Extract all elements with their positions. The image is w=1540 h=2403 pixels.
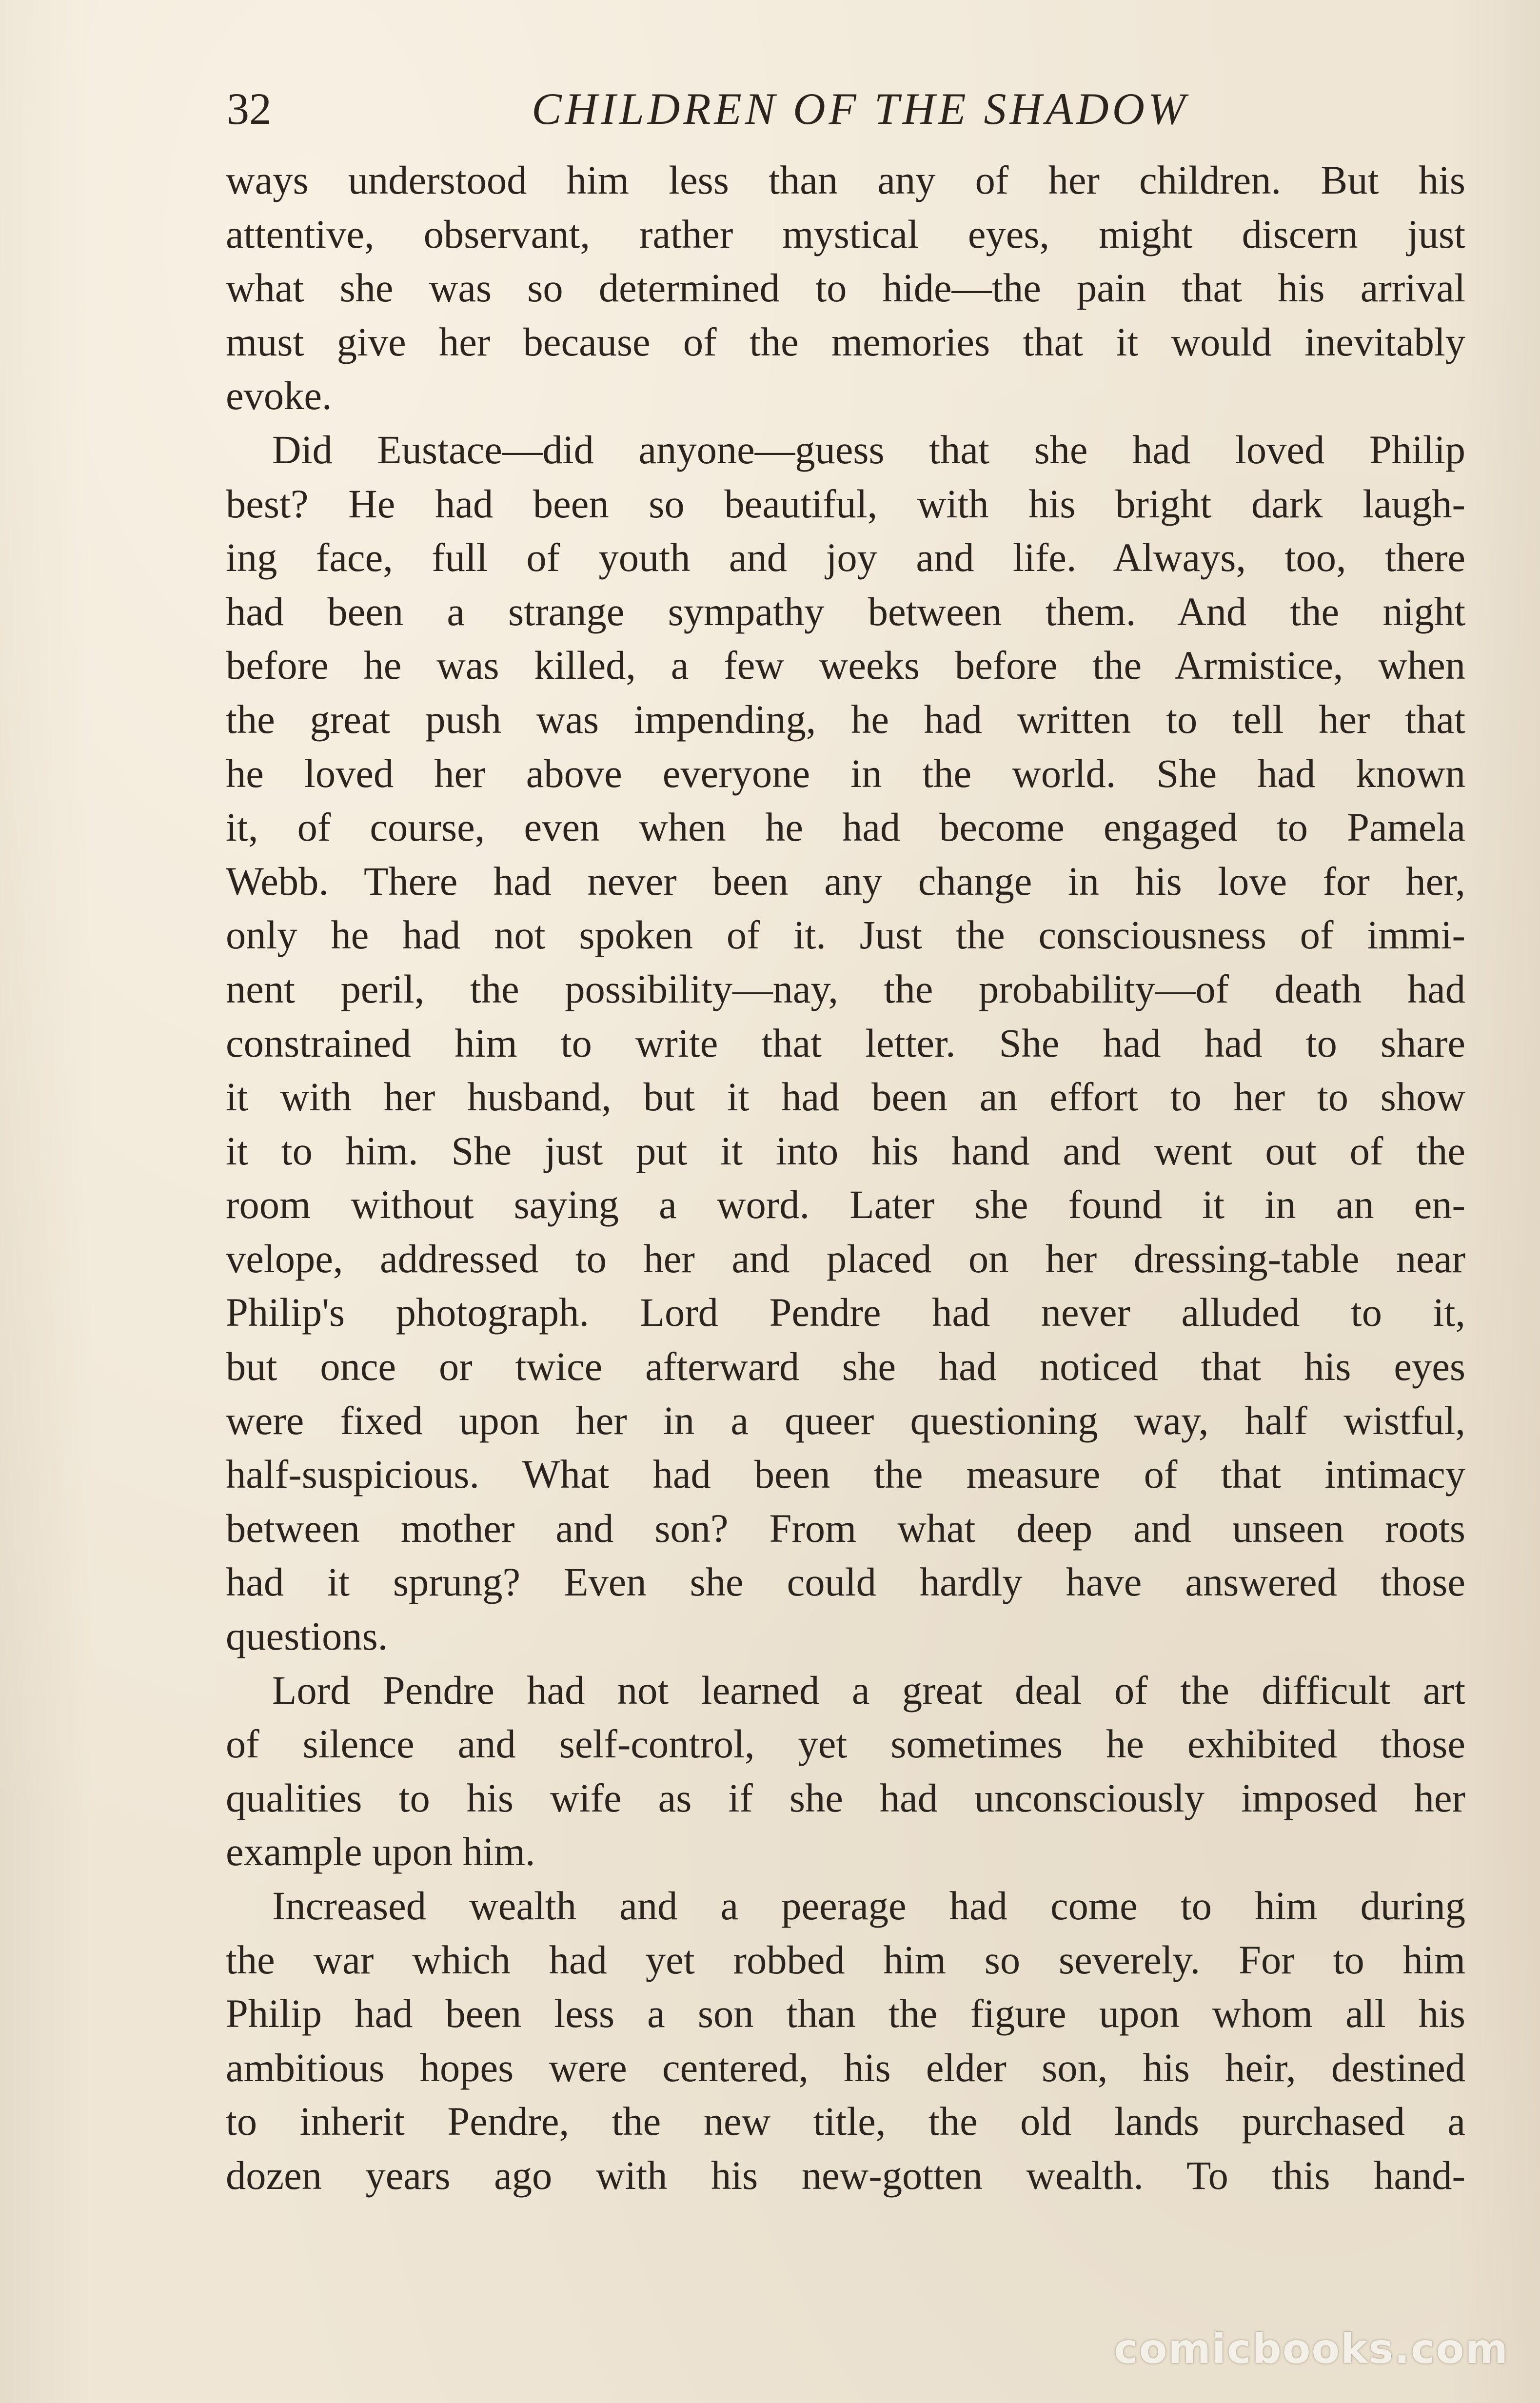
text-line: qualities to his wife as if she had unconsciously imposed her: [226, 1775, 1465, 1820]
running-title: CHILDREN OF THE SHADOW: [532, 84, 1189, 134]
text-line: what she was so determined to hide—the pain that his arrival: [226, 265, 1465, 311]
text-line: he loved her above everyone in the world. She had known: [226, 750, 1465, 796]
text-line: between mother and son? From what deep and unseen roots: [226, 1505, 1465, 1551]
text-line: questions.: [226, 1614, 388, 1659]
text-line: half-suspicious. What had been the measure of that intimacy: [226, 1452, 1465, 1497]
text-line: the great push was impending, he had written to tell her that: [226, 696, 1465, 742]
text-line: to inherit Pendre, the new title, the old lands purchased a: [226, 2099, 1465, 2144]
text-line: were fixed upon her in a queer questioning way, half wistful,: [226, 1398, 1465, 1443]
page-number: 32: [227, 84, 272, 134]
text-line: Lord Pendre had not learned a great deal of the difficult art: [272, 1667, 1465, 1713]
text-line: Increased wealth and a peerage had come to him during: [272, 1883, 1465, 1928]
text-line: had it sprung? Even she could hardly have answered those: [226, 1559, 1465, 1605]
text-line: Webb. There had never been any change in his love for her,: [226, 858, 1465, 904]
text-line: only he had not spoken of it. Just the consciousness of immi-: [226, 912, 1465, 958]
text-line: but once or twice afterward she had noticed that his eyes: [226, 1344, 1465, 1389]
text-line: must give her because of the memories that it would inevitably: [226, 319, 1465, 364]
text-line: ambitious hopes were centered, his elder son, his heir, destined: [226, 2045, 1465, 2090]
text-line: it to him. She just put it into his hand and went out of the: [226, 1128, 1465, 1173]
text-line: it with her husband, but it had been an effort to her to show: [226, 1074, 1465, 1120]
text-line: before he was killed, a few weeks before the Armistice, when: [226, 643, 1465, 688]
page-header: [226, 73, 1465, 151]
text-line: Did Eustace—did anyone—guess that she had loved Philip: [272, 427, 1465, 472]
text-line: nent peril, the possibility—nay, the probability—of death had: [226, 966, 1465, 1011]
text-line: velope, addressed to her and placed on her dressing-table near: [226, 1236, 1465, 1281]
text-line: best? He had been so beautiful, with his bright dark laugh-: [226, 481, 1465, 526]
text-line: attentive, observant, rather mystical eyes, might discern just: [226, 211, 1465, 256]
body-text: [226, 153, 1465, 2203]
text-line: of silence and self-control, yet sometimes he exhibited those: [226, 1721, 1465, 1767]
text-line: constrained him to write that letter. She had had to share: [226, 1020, 1465, 1065]
book-page: [226, 73, 1465, 2203]
text-line: Philip had been less a son than the figure upon whom all his: [226, 1991, 1465, 2036]
text-line: example upon him.: [226, 1829, 535, 1874]
text-line: dozen years ago with his new-gotten wealth. To this hand-: [226, 2152, 1465, 2198]
watermark: comicbooks.com: [1114, 2325, 1509, 2373]
text-line: ways understood him less than any of her children. But his: [226, 158, 1465, 202]
text-line: had been a strange sympathy between them. And the night: [226, 589, 1465, 634]
text-line: Philip's photograph. Lord Pendre had never alluded to it,: [226, 1290, 1465, 1335]
text-line: the war which had yet robbed him so severely. For to him: [226, 1937, 1465, 1982]
text-line: ing face, full of youth and joy and life. Always, too, there: [226, 535, 1465, 580]
text-line: evoke.: [226, 373, 332, 418]
text-line: room without saying a word. Later she found it in an en-: [226, 1182, 1465, 1227]
text-line: it, of course, even when he had become engaged to Pamela: [226, 805, 1465, 850]
